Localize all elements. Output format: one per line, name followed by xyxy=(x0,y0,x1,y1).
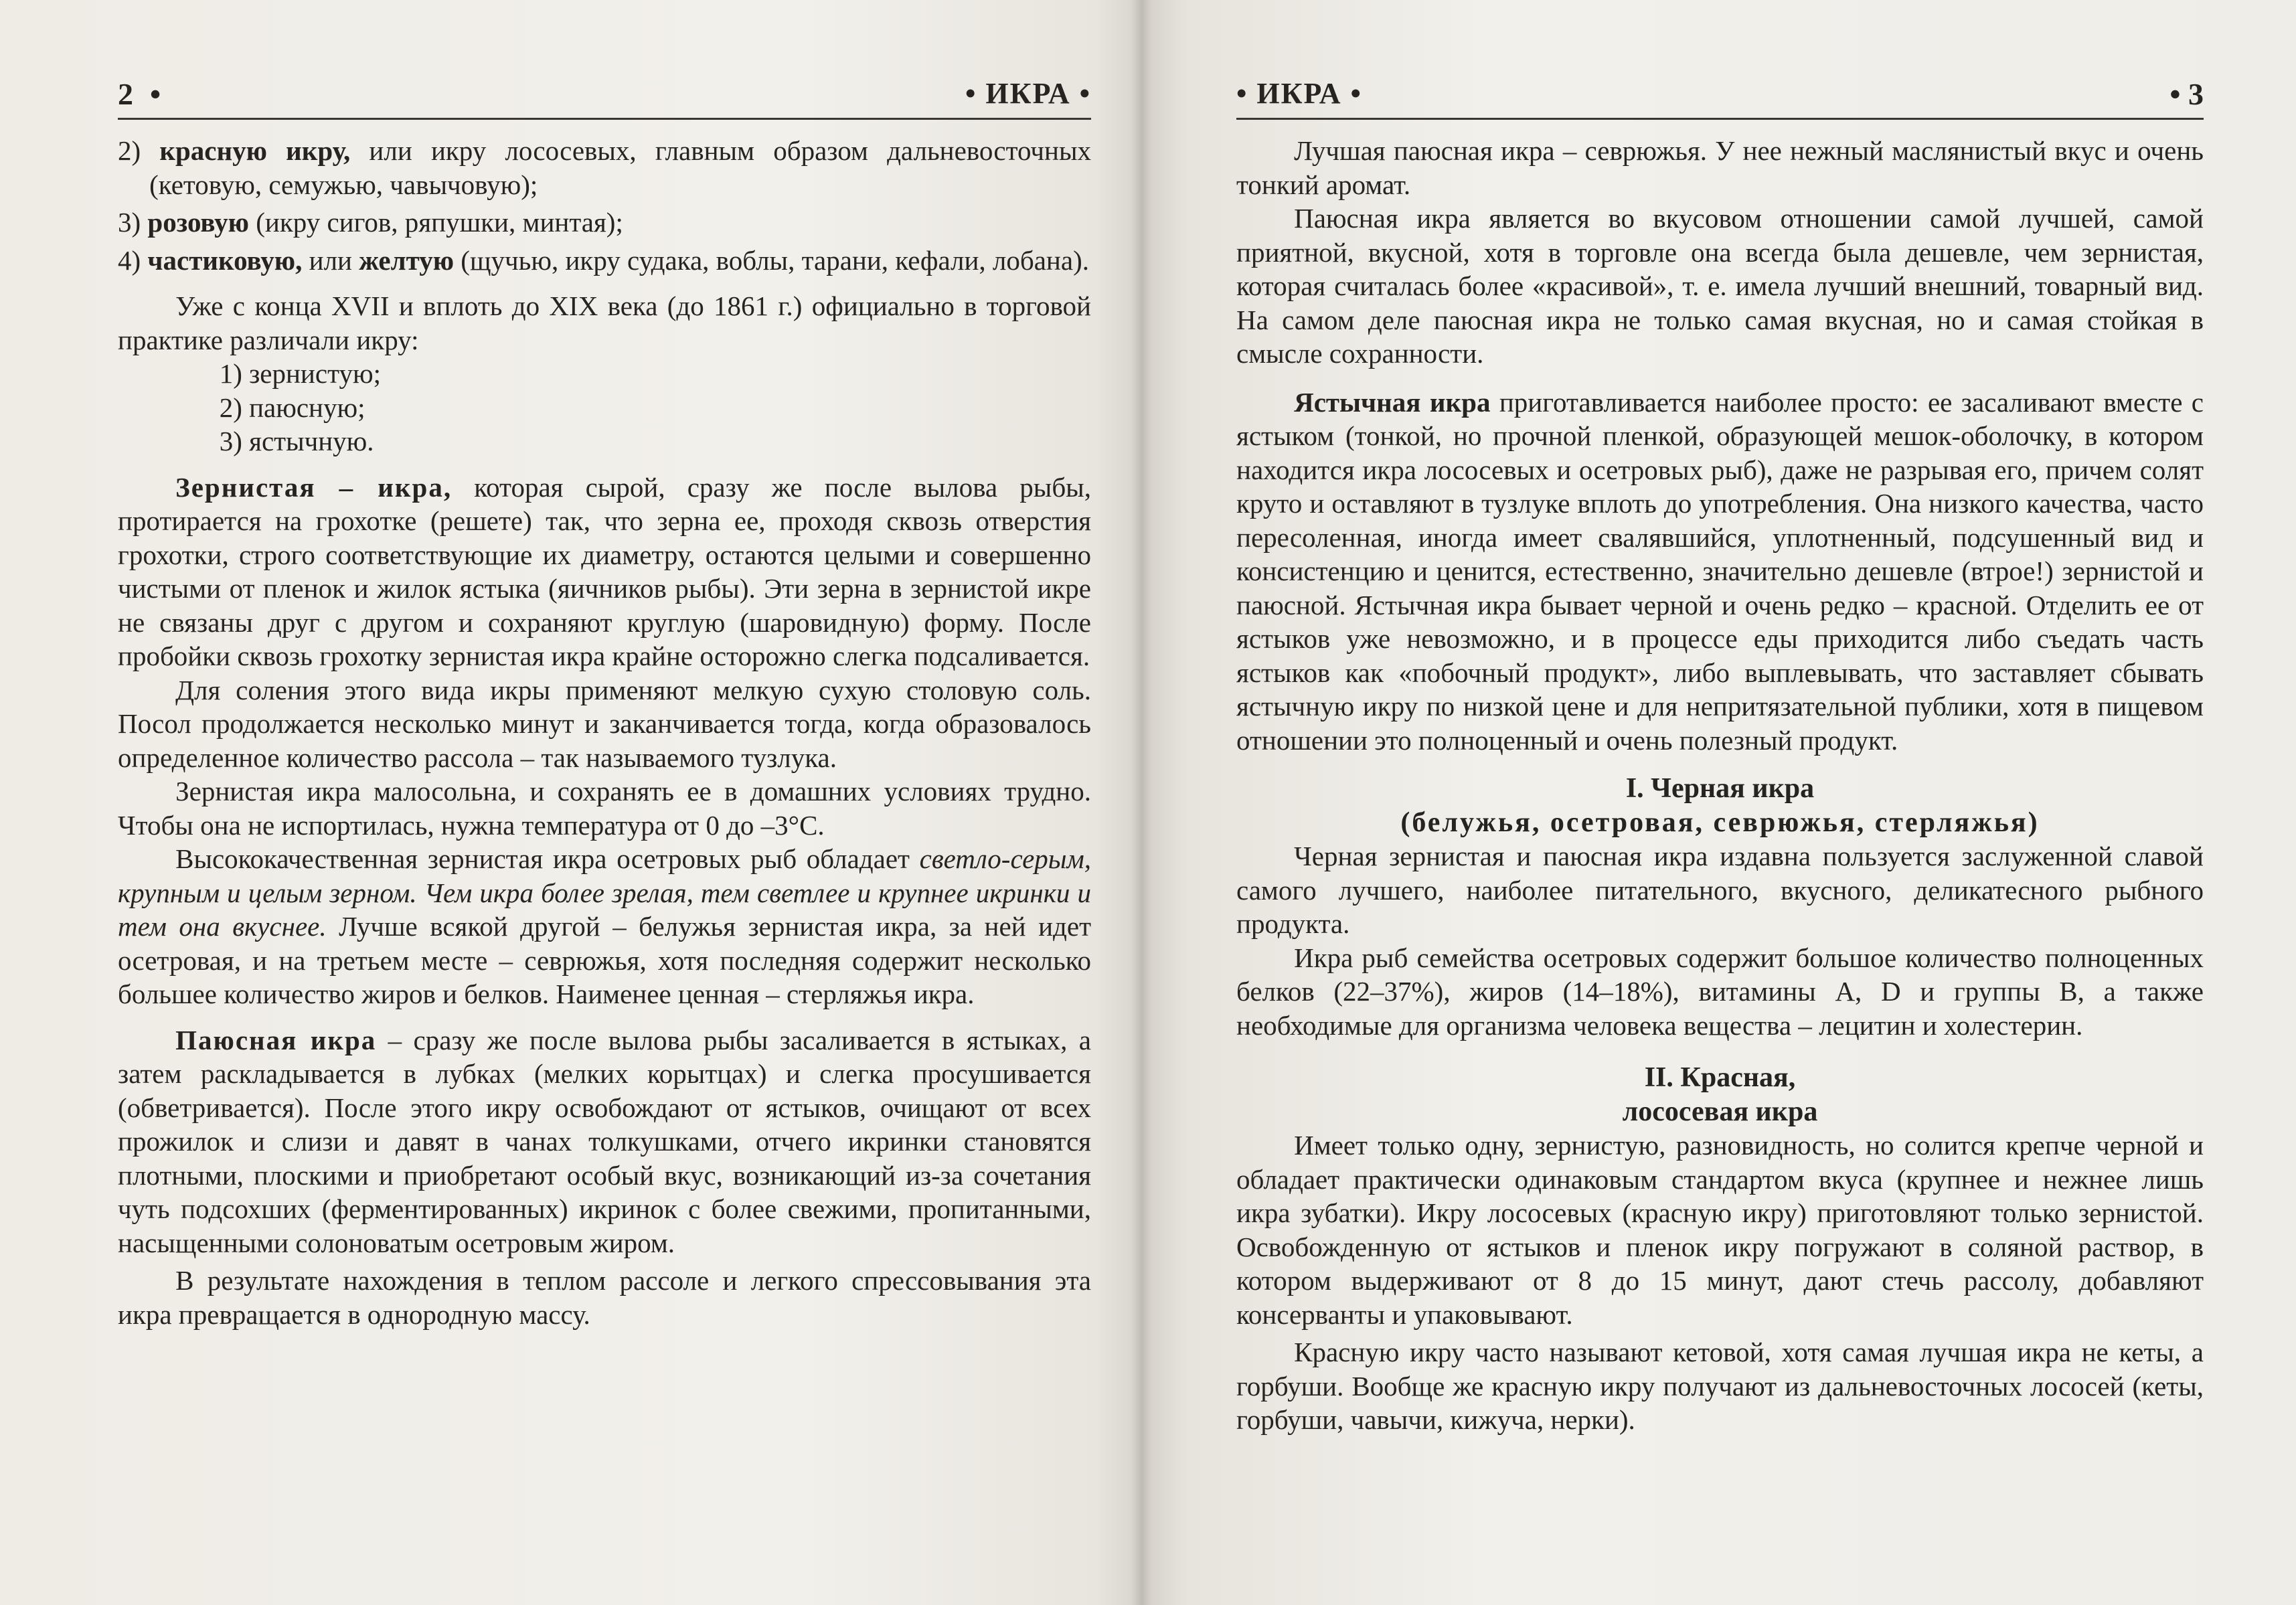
page-number: • 3 xyxy=(2169,77,2204,111)
header-rule xyxy=(118,118,1091,120)
caviar-types-list xyxy=(118,357,1091,458)
list-item: 3) ястычную. xyxy=(219,426,374,456)
right-page-body xyxy=(1236,134,2204,1437)
list-item: 1) зернистую; xyxy=(219,358,381,389)
bullet-glyph: • xyxy=(150,77,161,111)
left-page-body xyxy=(118,134,1091,1331)
page-number: 2 xyxy=(118,77,133,111)
section-subheading: (белужья, осетровая, севрюжья, стерляжья) xyxy=(1400,807,2040,838)
best-paragraph: Лучшая паюсная икра – севрюжья. У нее нежный маслянистый вкус и очень тонкий аромат. xyxy=(1236,135,2204,200)
running-title: • ИКРА • xyxy=(965,77,1091,110)
red-caviar-paragraph: Имеет только одну, зернистую, разновидность, но солится крепче черной и обладает практически одинаковым стандартом вкуса (крупнее и нежнее лишь икра зубатки). Икру лососевых (красную икру) приготовляют только зернистой. Освобожденную от ястыков и пленок икру погружают в соляной раствор, в котором выдерживают от 8 до 15 минут, дают стечь рассолу, добавляют консерванты и упаковывают. xyxy=(1236,1130,2204,1330)
running-title: • ИКРА • xyxy=(1236,77,1362,110)
history-paragraph: Уже с конца XVII и вплоть до XIX века (до 1861 г.) официально в торговой практике различали икру: xyxy=(118,290,1091,355)
right-running-head xyxy=(1236,76,2204,116)
result-paragraph: В результате нахождения в теплом рассоле и легкого спрессовывания эта икра превращается в однородную массу. xyxy=(118,1265,1091,1330)
black-caviar-nutrition-paragraph: Икра рыб семейства осетровых содержит большое количество полноценных белков (22–37%), жиров (14–18%), витамины А, D и группы В, а также необходимые для организма человека вещества – лецитин и холестерин. xyxy=(1236,942,2204,1041)
section-heading: II. Красная, xyxy=(1644,1062,1796,1093)
section-heading: I. Черная икра xyxy=(1625,773,1815,804)
section-subheading: лососевая икра xyxy=(1622,1096,1818,1127)
black-caviar-paragraph: Черная зернистая и паюсная икра издавна пользуется заслуженной славой самого лучшего, наиболее питательного, вкусного, деликатесного рыбного продукта. xyxy=(1236,841,2204,939)
quality-paragraph: Высококачественная зернистая икра осетровых рыб обладает светло-серым, крупным и целым зерном. Чем икра более зрелая, тем светлее и крупнее икринки и тем она вкуснее. Лучше всякой другой – белужья зернистая икра, за ней идет осетровая, и на третьем месте – севрюжья, хотя последняя содержит несколько большее количество жиров и белков. Наименее ценная – стерляжья икра. xyxy=(118,843,1092,1009)
payusnaya-paragraph: Паюсная икра – сразу же после вылова рыбы засаливается в ястыках, а затем раскладывается в лубках (мелких корытцах) и слегка просушивается (обветривается). После этого икру освобождают от ястыков, очищают от всех прожилок и слизи и давят в чанах толкушками, отчего икринки становятся плотными, плоскими и приобретают особый вкус, возникающий из-за сочетания чуть подсохших (ферментированных) икринок с более свежими, пропитанными, насыщенными солоноватым осетровым жиром. xyxy=(118,1024,1091,1258)
right-page xyxy=(1141,0,2296,1605)
yastychnaya-paragraph: Ястычная икра приготавливается наиболее просто: ее засаливают вместе с ястыком (тонкой, но прочной пленкой, образующей мешок-оболочку, в котором находится икра лососевых и осетровых рыб), даже не разрывая его, причем солят круто и оставляют в тузлуке вплоть до употребления. Она низкого качества, часто пересоленная, иногда имеет свалявшийся, уплотненный, подсушенный вид и консистенцию и ценится, естественно, значительно дешевле (втрое!) зернистой и паюсной. Ястычная икра бывает черной и очень редко – красной. Отделить ее от ястыков уже невозможно, и в процессе еды приходится либо съедать часть ястыков как «побочный продукт», либо выплевывать, что заставляет сбывать ястычную икру по низкой цене и для непритязательной публики, хотя в пищевом отношении это полноценный и очень полезный продукт. xyxy=(1236,386,2204,756)
list-item: 2) красную икру, или икру лососевых, главным образом дальневосточных (кетовую, семужью, чавычовую); xyxy=(118,135,1092,200)
left-page xyxy=(0,0,1141,1605)
zernistaya-paragraph: Зернистая – икра, которая сырой, сразу же после вылова рыбы, протирается на грохотке (решете) так, что зерна ее, проходя сквозь отверстия грохотки, строго соответствующие их диаметру, остаются целыми и совершенно чистыми от пленок и жилок ястыка (яичников рыбы). Эти зерна в зернистой икре не связаны друг с другом и сохраняют круглую (шаровидную) форму. После пробойки сквозь грохотку зернистая икра крайне осторожно слегка подсаливается. xyxy=(118,471,1091,671)
storage-paragraph: Зернистая икра малосольна, и сохранять ее в домашних условиях трудно. Чтобы она не испортилась, нужна температура от 0 до –3°С. xyxy=(118,776,1091,841)
taste-paragraph: Паюсная икра является во вкусовом отношении самой лучшей, самой приятной, вкусной, хотя в торговле она всегда была дешевле, чем зернистая, которая считалась более «красивой», т. е. имела лучший внешний, товарный вид. На самом деле паюсная икра не только самая вкусная, но и самая стойкая в смысле сохранности. xyxy=(1236,203,2204,369)
list-item: 4) частиковую, или желтую (щучью, икру судака, воблы, тарани, кефали, лобана). xyxy=(118,244,1089,276)
red-caviar-sources-paragraph: Красную икру часто называют кетовой, хотя самая лучшая икра не кеты, а горбуши. Вообще же красную икру получают из дальневосточных лососей (кеты, горбуши, чавычи, кижуча, нерки). xyxy=(1236,1337,2204,1435)
book-spine-shadow xyxy=(1131,0,1151,1605)
header-rule xyxy=(1236,118,2204,120)
left-running-head xyxy=(118,76,1091,116)
salt-paragraph: Для соления этого вида икры применяют мелкую сухую столовую соль. Посол продолжается несколько минут и заканчивается тогда, когда образовалось определенное количество рассола – так называемого тузлука. xyxy=(118,674,1091,773)
list-item: 3) розовую (икру сигов, ряпушки, минтая); xyxy=(118,207,623,238)
list-item: 2) паюсную; xyxy=(219,392,365,423)
